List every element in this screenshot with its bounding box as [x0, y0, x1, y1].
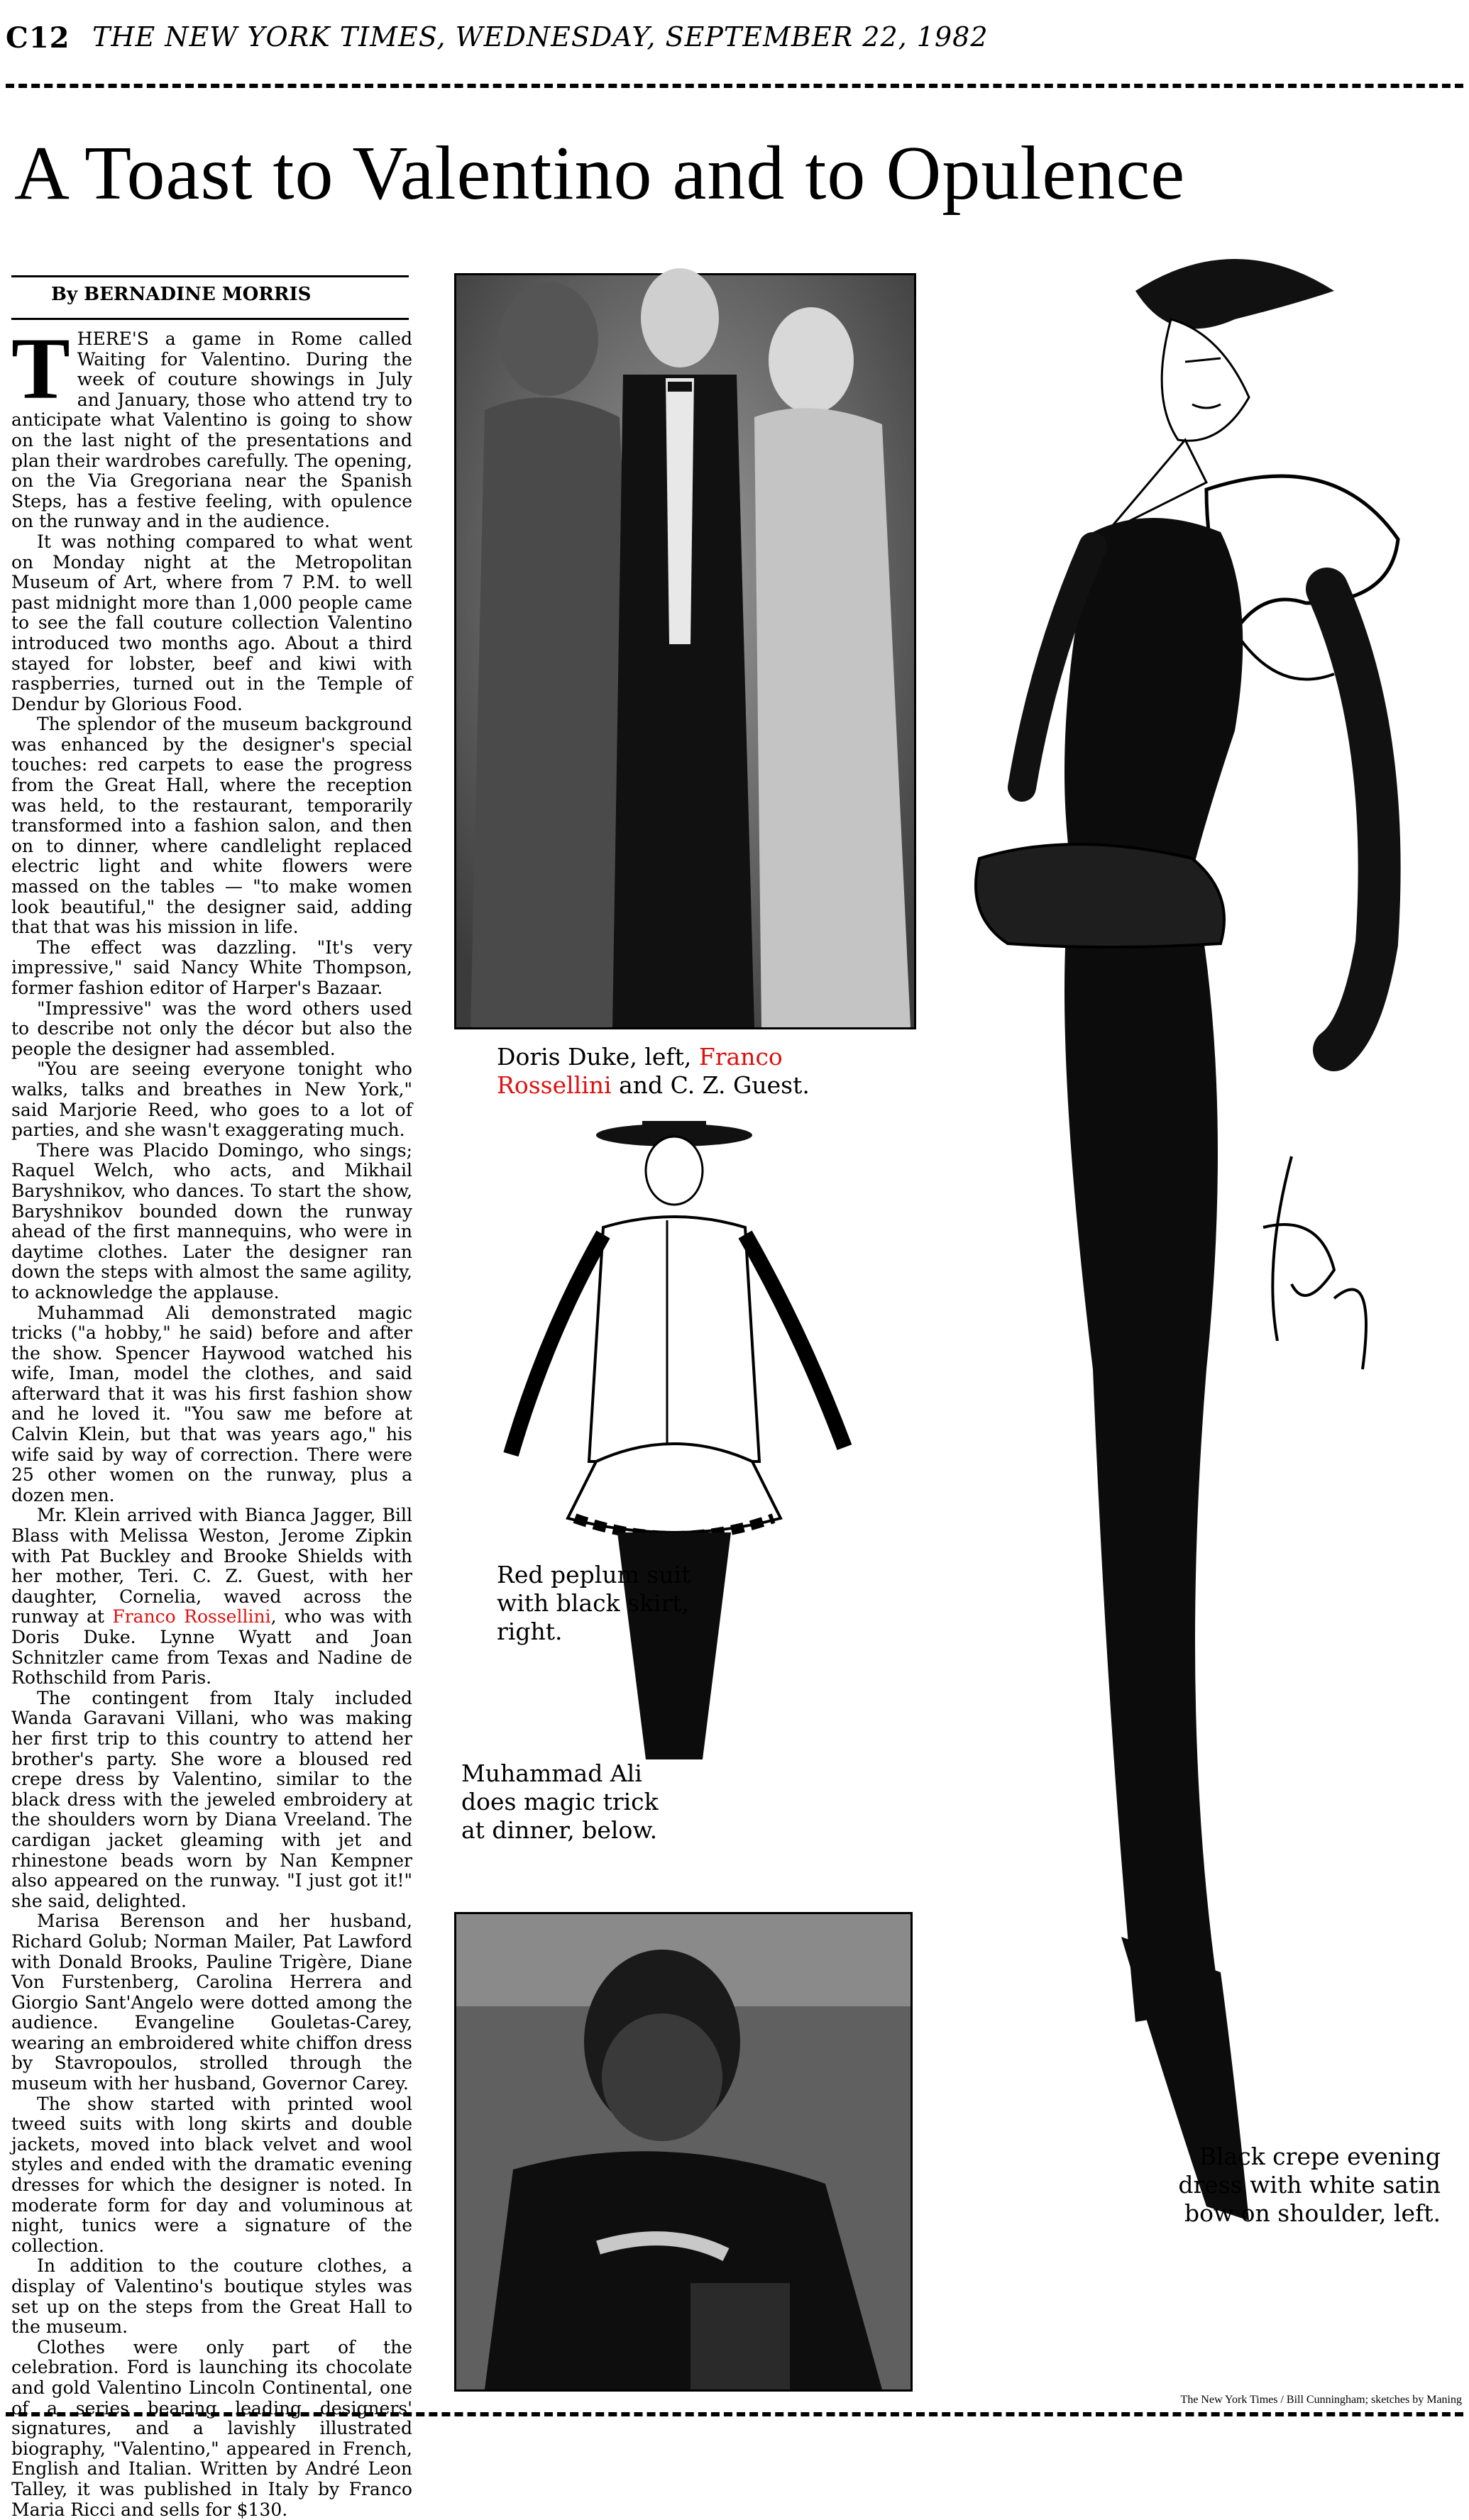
paragraph-7: There was Placido Domingo, who sings; Raquel Welch, who acts, and Mikhail Baryshnikov, who dances. To start the show, Baryshnikov bounded down the runway ahead of the first mannequins, who were in daytime clothes. Later the designer ran down the steps with almost the same agility, to acknowledge the applause.: [11, 1139, 412, 1303]
caption-peplum: Red peplum suit with black skirt, right.: [497, 1561, 691, 1645]
paragraph-4: The effect was dazzling. "It's very impressive," said Nancy White Thompson, former fashion editor of Harper's Bazaar.: [11, 936, 412, 998]
byline-rule-top: [11, 275, 409, 277]
paragraph-5: "Impressive" was the word others used to describe not only the décor but also the people the designer had assembled.: [11, 998, 412, 1059]
page-number: C12: [6, 21, 70, 55]
headline: A Toast to Valentino and to Opulence: [14, 131, 1186, 216]
byline: By BERNADINE MORRIS: [51, 284, 312, 305]
caption-ali: Muhammad Ali does magic trick at dinner, below.: [461, 1759, 659, 1844]
photo-muhammad-ali: [454, 1912, 913, 2392]
peplum-suit-sketch: [490, 1121, 887, 1759]
paragraph-14: Clothes were only part of the celebration. Ford is launching its chocolate and gold Valentino Lincoln Continental, one of a series bearing leading designers' signatures, and a lavishly illustrated biography, "Valentino," appeared in French, English and Italian. Written by André Leon Talley, it was published in Italy by Franco Maria Ricci and sells for $130.: [11, 2336, 412, 2520]
article-body: [11, 320, 412, 2520]
ali-figure-illustration: [456, 1914, 910, 2389]
paragraph-8: Muhammad Ali demonstrated magic tricks ("a hobby," he said) before and after the show. Spencer Haywood watched his wife, Iman, model the clothes, and said afterward that it was his first fashion show and he loved it. "You saw me before at Calvin Klein, but that was years ago," his wife said by way of correction. There were 25 other women on the runway, plus a dozen men.: [11, 1302, 412, 1505]
paragraph-11: Marisa Berenson and her husband, Richard Golub; Norman Mailer, Pat Lawford with Donald Brooks, Pauline Trigère, Diane Von Furstenberg, Carolina Herrera and Giorgio Sant'Angelo were dotted among the audience. Evangeline Gouletas-Carey, wearing an embroidered white chiffon dress by Stavropoulos, strolled through the museum with her husband, Governor Carey.: [11, 1911, 412, 2094]
paragraph-10: The contingent from Italy included Wanda Garavani Villani, who was making her first trip to this country to attend her brother's party. She wore a bloused red crepe dress by Valentino, similar to the black dress with the jeweled embroidery at the shoulders worn by Diana Vreeland. The cardigan jacket gleaming with jet and rhinestone beads worn by Nan Kempner also appeared on the runway. "I just got it!" she said, delighted.: [11, 1687, 412, 1911]
paragraph-2: It was nothing compared to what went on Monday night at the Metropolitan Museum of Art, where from 7 P.M. to well past midnight more than 1,000 people came to see the fall couture collection Valentino introduced two months ago. About a third stayed for lobster, beef and kiwi with raspberries, turned out in the Temple of Dendur by Glorious Food.: [11, 531, 412, 714]
caption-guests: Doris Duke, left, Franco Rossellini and C. Z. Guest.: [497, 1043, 810, 1099]
caption-highlighted-name: Franco Rossellini: [497, 1043, 783, 1099]
byline-rule-bottom: [11, 318, 409, 320]
caption-gown: Black crepe evening dress with white satin bow on shoulder, left.: [1178, 2143, 1441, 2227]
dateline: THE NEW YORK TIMES, WEDNESDAY, SEPTEMBER 22, 1982: [92, 21, 989, 52]
artist-signature: [1263, 1156, 1366, 1369]
paragraph-13: In addition to the couture clothes, a display of Valentino's boutique styles was set up on the steps from the Great Hall to the museum.: [11, 2255, 412, 2338]
drop-cap: T: [11, 320, 70, 417]
paragraph-6: "You are seeing everyone tonight who walks, talks and breathes in New York," said Marjorie Reed, who goes to a lot of parties, and she wasn't exaggerating much.: [11, 1059, 412, 1141]
evening-gown-sketch: [837, 234, 1441, 2292]
paragraph-12: The show started with printed wool tweed suits with long skirts and double jackets, moved into black velvet and wool styles and ended with the dramatic evening dresses for which the designer is noted. In moderate form for day and voluminous at night, tunics were a signature of the collection.: [11, 2093, 412, 2256]
paragraph-3: The splendor of the museum background was enhanced by the designer's special touches: red carpets to ease the progress from the Great Hall, where the reception was held, to the restaurant, temporarily transformed into a fashion salon, and then on to dinner, where candlelight replaced electric light and white flowers were massed on the tables — "to make women look beautiful," the designer said, adding that that was his mission in life.: [11, 714, 412, 938]
paragraph-1: THERE'S a game in Rome called Waiting for Valentino. During the week of couture showings in July and January, those who attend try to anticipate what Valentino is going to show on the last night of the presentations and plan their wardrobes carefully. The opening, on the Via Gregoriana near the Spanish Steps, has a festive feeling, with opulence on the runway and in the audience.: [11, 320, 412, 532]
highlighted-name: Franco Rossellini: [112, 1606, 271, 1628]
paragraph-9: Mr. Klein arrived with Bianca Jagger, Bill Blass with Melissa Weston, Jerome Zipkin with Pat Buckley and Brooke Shields with her mother, Teri. C. Z. Guest, with her daughter, Cornelia, waved across the runway at Franco Rossellini, who was with Doris Duke. Lynne Wyatt and Joan Schnitzler came from Texas and Nadine de Rothschild from Paris.: [11, 1505, 412, 1689]
bottom-dashed-rule: [6, 2412, 1463, 2416]
photo-credit: The New York Times / Bill Cunningham; sketches by Maning: [1180, 2394, 1462, 2406]
top-dashed-rule: [6, 84, 1463, 88]
